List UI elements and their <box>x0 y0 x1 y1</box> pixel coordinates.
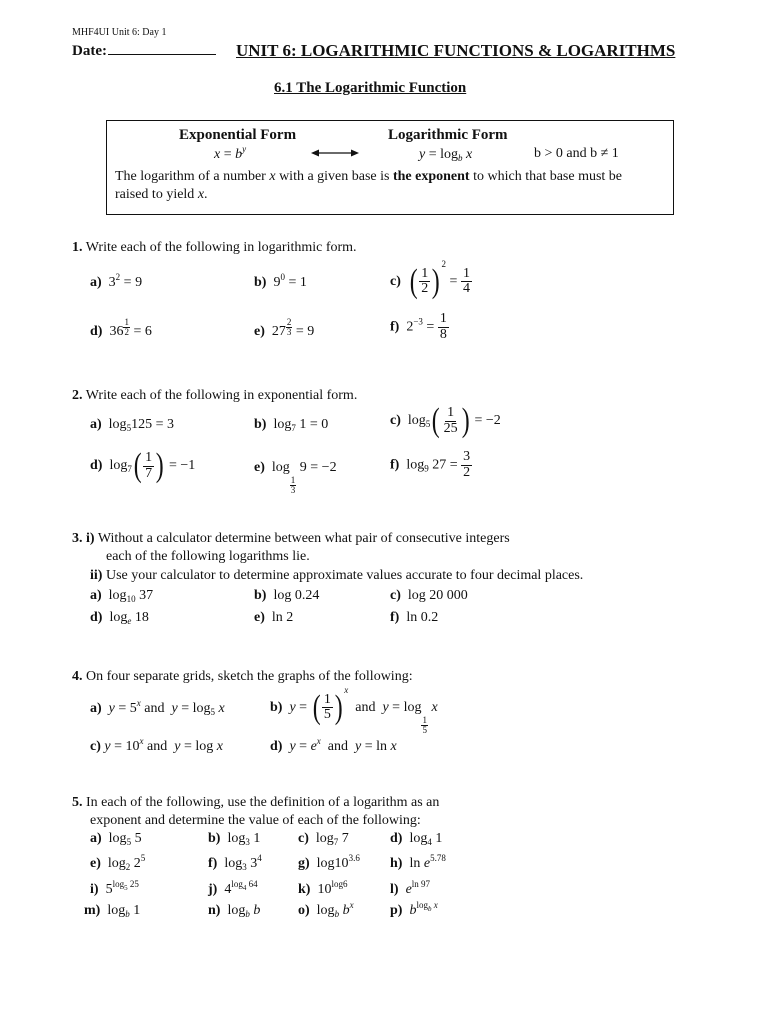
q3-part-i-line2: each of the following logarithms lie. <box>106 549 310 564</box>
q2b: b) $\log_7 1 = 0$ <box>254 417 329 433</box>
log-form-equation: $y = \log_b x$ <box>419 147 473 163</box>
q2c: c) $\log_5$( $\frac{1}{25}$ ) = −2 <box>390 402 501 439</box>
definition-line-2: raised to yield x. <box>115 187 208 202</box>
q4d: d) $y = e^x$ and y = ln x <box>270 736 397 754</box>
q1f: f) $2^{-3}$ = $\frac{1}{8}$ <box>390 311 447 342</box>
q5m: m) $\log_b 1$ <box>84 903 141 919</box>
q1c: c) ( $\frac{1}{2}$ ) $^2$ = $\frac{1}{4}$ <box>390 259 470 300</box>
double-arrow-icon <box>311 148 359 158</box>
q1d: d) 36 $\frac{1}{2}$ = 6 <box>90 317 152 339</box>
q1b: b) $9^0 = 1$ <box>254 272 307 290</box>
q3e: e) ln 2 <box>254 610 294 625</box>
q2f: f) $\log_9 27$ = $\frac{3}{2}$ <box>390 449 471 480</box>
q3f: f) ln 0.2 <box>390 610 439 625</box>
q5d: d) $\log_4 1$ <box>390 831 443 847</box>
q5i: i) $5^{log_5 25}$ <box>90 879 139 897</box>
q3c: c) log 20 000 <box>390 588 468 603</box>
base-condition: b > 0 and b ≠ 1 <box>534 146 619 161</box>
exp-form-equation: $x = b^y$ <box>214 144 247 162</box>
q4-prompt: 4. On four separate grids, sketch the graphs of the following: <box>72 669 413 684</box>
q3d: d) $\log_e 18$ <box>90 610 149 626</box>
q2d: d) $\log_7$( $\frac{1}{7}$ ) = −1 <box>90 447 196 484</box>
q3a: a) $\log_{10} 37$ <box>90 588 154 604</box>
q5h: h) $\ln e^{5.78}$ <box>390 853 446 871</box>
unit-title: UNIT 6: LOGARITHMIC FUNCTIONS & LOGARITHMS <box>236 41 676 60</box>
q5o: o) $\log_b b^x$ <box>298 900 354 919</box>
q5b: b) $\log_3 1$ <box>208 831 261 847</box>
date-field <box>72 42 216 60</box>
q5j: j) $4^{log_4 64}$ <box>208 879 258 897</box>
q4c: c) $y = 10^x$ and y = log x <box>90 736 223 754</box>
q5n: n) $\log_b b$ <box>208 903 261 919</box>
q1-prompt: 1. Write each of the following in logarithmic form. <box>72 240 357 255</box>
q1a: a) $3^2 = 9$ <box>90 272 143 290</box>
q5-prompt: 5. In each of the following, use the definition of a logarithm as an <box>72 795 440 810</box>
q5a: a) $\log_5 5$ <box>90 831 142 847</box>
course-code: MHF4UI Unit 6: Day 1 <box>72 27 167 38</box>
log-form-heading: Logarithmic Form <box>388 127 508 143</box>
q2a: a) $\log_5125 = 3$ <box>90 417 174 433</box>
q3-part-ii: ii) Use your calculator to determine approximate values accurate to four decimal places. <box>90 568 584 583</box>
q3-part-i: 3. i) Without a calculator determine between what pair of consecutive integers <box>72 531 510 546</box>
q5k: k) $10^{log6}$ <box>298 879 348 897</box>
q5l: l) $e^{ln 97}$ <box>390 879 431 897</box>
q5c: c) $\log_7 7$ <box>298 831 349 847</box>
date-label: Date: <box>72 43 107 59</box>
q5e: e) $\log_2 2^5$ <box>90 853 146 872</box>
definition-line-1: The logarithm of a number x with a given base is the exponent to which that base must be <box>115 169 623 184</box>
q2e: e) log $\frac{1}{3}$ 9 = −2 <box>254 460 337 496</box>
section-title: 6.1 The Logarithmic Function <box>274 80 467 96</box>
q4b: b) y = ( $\frac{1}{5}$ ) $^x$ and y = log $\frac{1}{5}$ x <box>270 685 438 736</box>
q5g: g) $\log 10^{3.6}$ <box>298 853 360 871</box>
date-blank <box>108 42 216 55</box>
q5p: p) $b^{log_b x}$ <box>390 900 438 918</box>
q2-prompt: 2. Write each of the following in exponential form. <box>72 388 358 403</box>
q1e: e) 27 $\frac{2}{3}$ = 9 <box>254 317 315 339</box>
exp-form-heading: Exponential Form <box>179 127 297 143</box>
q5-prompt-line2: exponent and determine the value of each of the following: <box>90 813 421 828</box>
q3b: b) log 0.24 <box>254 588 320 603</box>
q5f: f) $\log_3 3^4$ <box>208 853 262 872</box>
q4a: a) $y = 5^x$ and $y = \log_5 x$ <box>90 698 225 717</box>
